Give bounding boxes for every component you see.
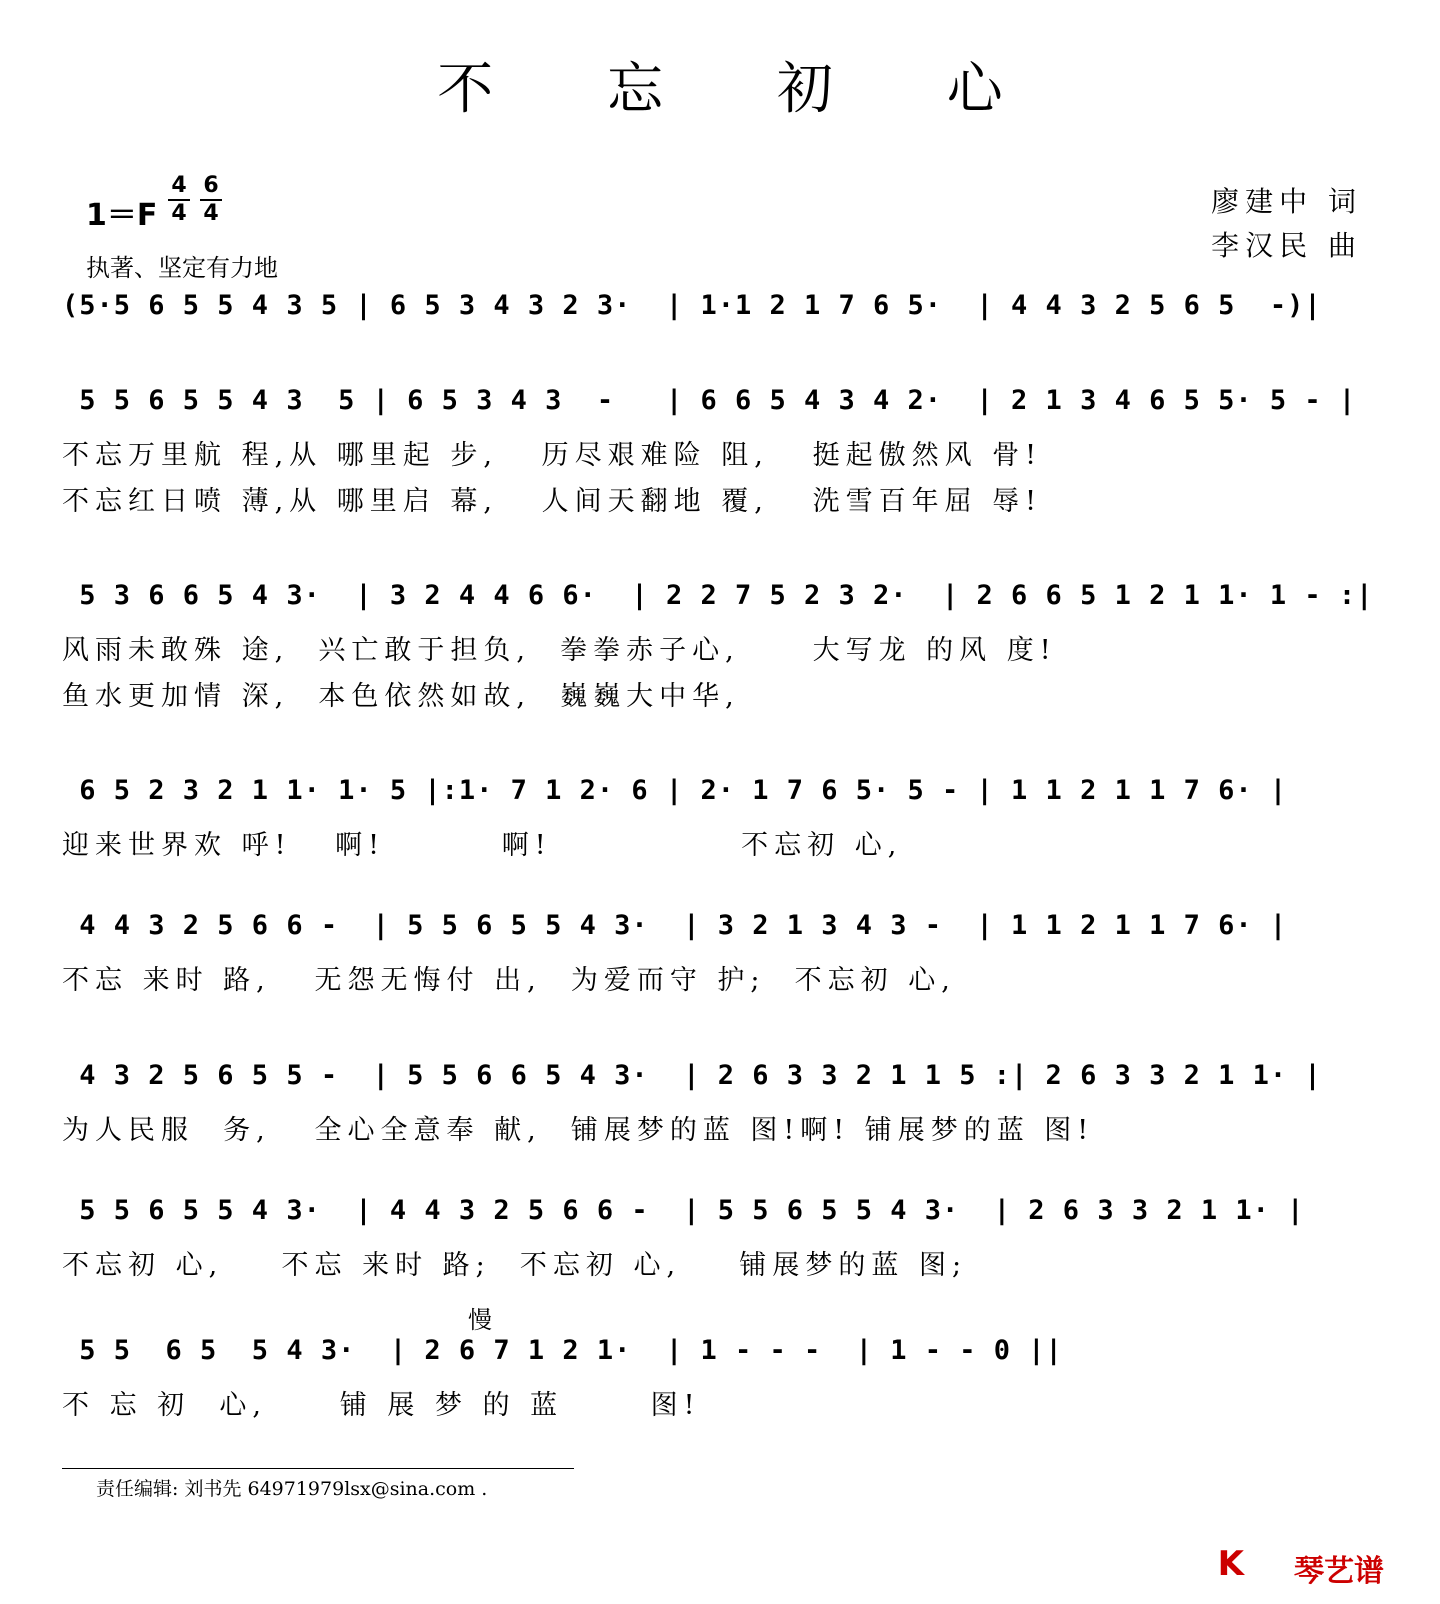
- lyric-line: 迎来世界欢 呼! 啊! 啊! 不忘初 心,: [62, 830, 903, 861]
- meter-2: $\frac{6}{4}$: [200, 175, 222, 225]
- tempo-marking: 执著、坚定有力地: [86, 254, 278, 282]
- lyric-line: 不 忘 初 心, 铺 展 梦 的 蓝 图!: [62, 1390, 701, 1421]
- key-signature: 1＝F: [86, 198, 158, 233]
- lyricist-credit: 廖建中 词: [1211, 185, 1362, 218]
- notation-line: 4 4 3 2 5 6 6 - | 5 5 6 5 5 4 3· | 3 2 1 3 4 3 - | 1 1 2 1 1 7 6· |: [62, 910, 1288, 941]
- lyric-line: 不忘万里航 程,从 哪里起 步, 历尽艰难险 阻, 挺起傲然风 骨!: [62, 440, 1043, 471]
- slow-marking: 慢: [468, 1306, 492, 1334]
- editor-credit: 责任编辑: 刘书先 64971979lsx@sina.com .: [96, 1478, 488, 1500]
- lyric-line: 不忘初 心, 不忘 来时 路; 不忘初 心, 铺展梦的蓝 图;: [62, 1250, 968, 1281]
- lyric-line: 不忘红日喷 薄,从 哪里启 幕, 人间天翻地 覆, 洗雪百年屈 辱!: [62, 486, 1043, 517]
- song-title: 不 忘 初 心: [437, 57, 1051, 122]
- notation-line: 4 3 2 5 6 5 5 - | 5 5 6 6 5 4 3· | 2 6 3 3 2 1 1 5 :| 2 6 3 3 2 1 1· |: [62, 1060, 1322, 1091]
- notation-line: (5·5 6 5 5 4 3 5 | 6 5 3 4 3 2 3· | 1·1 2 1 7 6 5· | 4 4 3 2 5 6 5 -)|: [62, 290, 1322, 321]
- logo-icon: K: [1217, 1544, 1244, 1584]
- notation-line: 5 5 6 5 5 4 3· | 2 6 7 1 2 1· | 1 - - - | 1 - - 0 ||: [62, 1335, 1063, 1366]
- lyric-line: 不忘 来时 路, 无怨无悔付 出, 为爱而守 护; 不忘初 心,: [62, 965, 956, 996]
- notation-line: 6 5 2 3 2 1 1· 1· 5 |:1· 7 1 2· 6 | 2· 1 7 6 5· 5 - | 1 1 2 1 1 7 6· |: [62, 775, 1288, 806]
- composer-credit: 李汉民 曲: [1211, 229, 1362, 262]
- footer-rule: [62, 1468, 574, 1469]
- lyric-line: 鱼水更加情 深, 本色依然如故, 巍巍大中华,: [62, 681, 740, 712]
- notation-line: 5 3 6 6 5 4 3· | 3 2 4 4 6 6· | 2 2 7 5 2 3 2· | 2 6 6 5 1 2 1 1· 1 - :|: [62, 580, 1374, 611]
- notation-line: 5 5 6 5 5 4 3 5 | 6 5 3 4 3 - | 6 6 5 4 3 4 2· | 2 1 3 4 6 5 5· 5 - |: [62, 385, 1357, 416]
- lyric-line: 为人民服 务, 全心全意奉 献, 铺展梦的蓝 图!啊! 铺展梦的蓝 图!: [62, 1115, 1095, 1146]
- time-signatures: [168, 175, 222, 225]
- meter-1: $\frac{4}{4}$: [168, 175, 190, 225]
- lyric-line: 风雨未敢殊 途, 兴亡敢于担负, 拳拳赤子心, 大写龙 的风 度!: [62, 635, 1057, 666]
- site-logo: 琴艺谱: [1294, 1554, 1384, 1589]
- notation-line: 5 5 6 5 5 4 3· | 4 4 3 2 5 6 6 - | 5 5 6 5 5 4 3· | 2 6 3 3 2 1 1· |: [62, 1195, 1305, 1226]
